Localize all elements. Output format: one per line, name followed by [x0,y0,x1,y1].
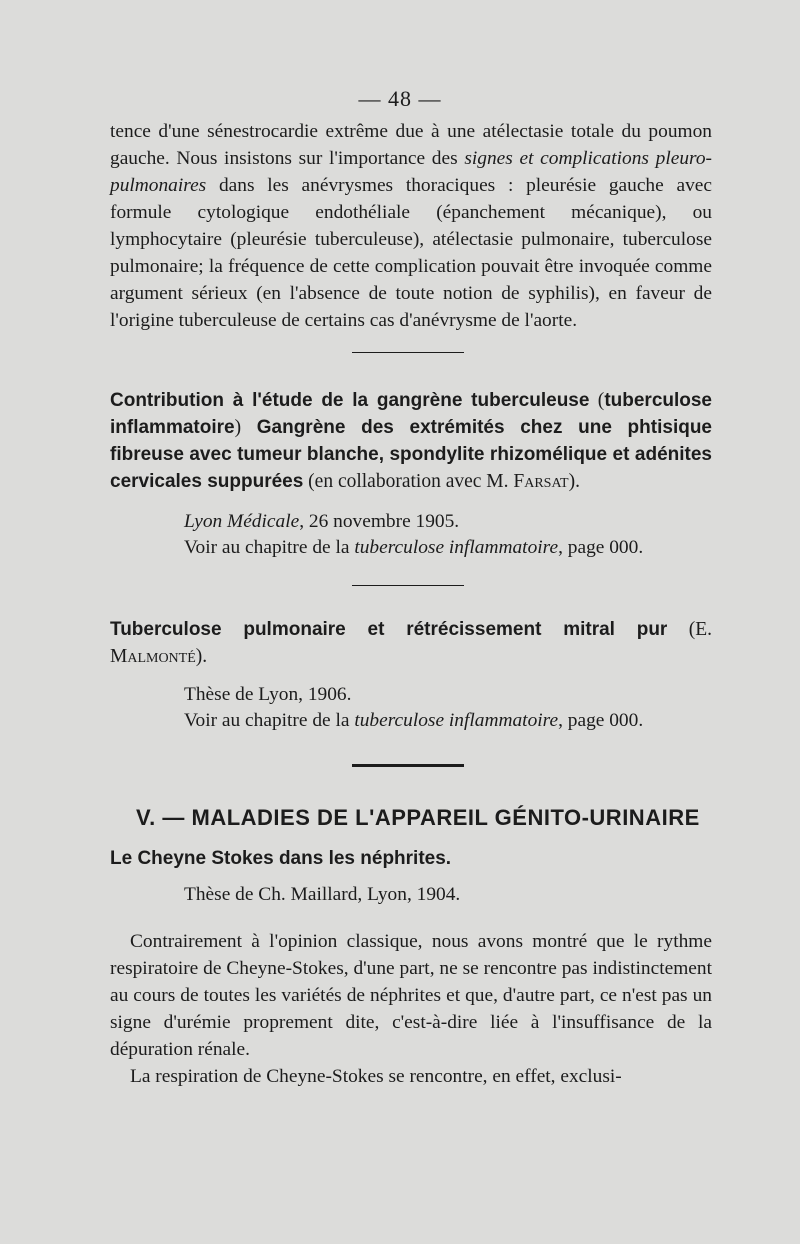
entry-see-also [110,535,712,561]
entry-title [110,387,712,495]
subsection-reference: Thèse de Ch. Maillard, Lyon, 1904. [184,884,461,905]
entry-title-end: ). [195,646,208,667]
subsection-title: Le Cheyne Stokes dans les néphrites. [110,848,452,869]
entry-author: Farsat [513,471,569,492]
intro-text-1: tence d'une sénestrocardie extrême due à une atélectasie totale du poumon gauche. Nous insistons sur l'importance des [110,121,712,169]
entry-reference-date: , 26 novembre 1905. [299,511,460,532]
body-paragraph: La respiration de Cheyne-Stokes se rencontre, en effet, exclusi- [130,1066,622,1087]
intro-text-2: dans les anévrysmes thoraciques : pleurésie gauche avec formule cytologique endothéliale (épanchement mécanique), ou lymphocytaire (pleurésie tuberculeuse), atélectasie pulmonaire, tuberculose pulmonaire; la fréquence de cette complication pouvait être invoquée comme argument sérieux (en l'absence de toute notion de syphilis), en faveur de l'origine tuberculeuse de certains cas d'anévrysme de l'aorte. [110,175,712,331]
body-paragraph: Contrairement à l'opinion classique, nous avons montré que le rythme respiratoire de Cheyne-Stokes, d'une part, ne se rencontre pas indistinctement au cours de toutes les variétés de néphrites et que, d'autre part, ce n'est pas un signe d'urémie proprement dite, c'est-à-dire liée à l'insuffisance de la dépuration rénale. [110,931,712,1060]
section-genito-urinary [110,803,712,1090]
page-content [110,118,712,1090]
entry-title-end: ). [568,471,580,492]
section-heading: V. — MALADIES DE L'APPAREIL GÉNITO-URINAIRE [136,805,700,830]
intro-paragraph [110,118,712,334]
see-prefix: Voir au chapitre de la [184,537,355,558]
entry-gangrene [110,387,712,561]
separator-rule [352,585,464,586]
entry-title-normal: (E. [667,619,712,640]
see-italic: tuberculose inflammatoire [354,537,559,558]
entry-title [110,616,712,670]
see-prefix: Voir au chapitre de la [184,710,355,731]
see-suffix: , page 000. [558,537,644,558]
entry-title-bold: Tuberculose pulmonaire et rétrécissement mitral pur [110,619,668,640]
entry-title-bold: Contribution à l'étude de la gangrène tuberculeuse [110,390,590,411]
entry-reference: Thèse de Lyon, 1906. [184,684,352,705]
separator-rule [352,352,464,353]
see-italic: tuberculose inflammatoire [354,710,559,731]
entry-author: Malmonté [110,646,196,667]
entry-mitral [110,616,712,734]
entry-reference-journal: Lyon Médicale [184,511,300,532]
intro-italic: signes et complications pleuro-pulmonaires [110,148,712,196]
entry-title-bold-2: tuberculose inflammatoire [110,390,713,438]
see-suffix: , page 000. [558,710,644,731]
entry-see-also [110,708,712,734]
entry-title-bold-3: Gangrène des extrémités chez une phtisique fibreuse avec tumeur blanche, spondylite rhizomélique et adénites cervicales suppurées [110,417,712,492]
page-number: — 48 — [358,86,442,111]
entry-title-paren-close: ) [234,417,242,438]
entry-title-paren-open: ( [589,390,605,411]
entry-title-normal: (en collaboration avec M. [303,471,514,492]
separator-rule-thick [352,764,464,767]
entry-reference [110,509,712,535]
